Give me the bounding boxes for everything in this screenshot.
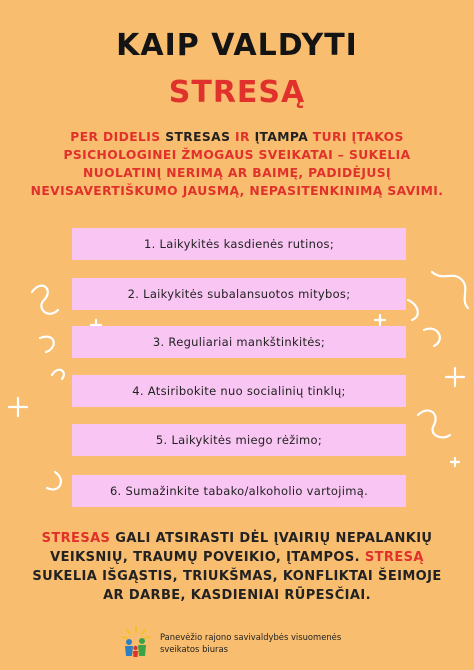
squiggle-left-1 <box>32 286 58 314</box>
organization-name <box>160 631 390 655</box>
tip-item-3: 3. Reguliariai mankštinkitės; <box>72 326 406 358</box>
organization-line-1: Panevėžio rajono savivaldybės visuomenės <box>160 632 342 642</box>
sparkle-right-3 <box>451 458 459 466</box>
tip-item-1: 1. Laikykitės kasdienės rutinos; <box>72 228 406 260</box>
intro-part-1: PER DIDELIS <box>70 130 166 144</box>
squiggle-right-1 <box>432 272 468 308</box>
outro-paragraph <box>24 529 450 605</box>
squiggle-right-2 <box>408 300 418 320</box>
sparkle-right-2 <box>375 315 385 325</box>
outro-part-3: STRESĄ <box>364 550 424 565</box>
intro-paragraph <box>24 128 450 200</box>
sparkle-left-1 <box>9 398 27 416</box>
squiggle-left-4 <box>52 370 64 379</box>
intro-part-2: STRESAS <box>165 130 231 144</box>
outro-part-1: STRESAS <box>41 531 111 546</box>
tip-item-6: 6. Sumažinkite tabako/alkoholio vartojimą. <box>72 475 406 507</box>
tip-item-5: 5. Laikykitės miego rėžimo; <box>72 424 406 456</box>
title-line-2: STRESĄ <box>168 75 306 110</box>
squiggle-right-4 <box>418 410 450 437</box>
organization-line-2: sveikatos biuras <box>160 644 228 654</box>
sparkle-right-1 <box>446 368 464 386</box>
organization-logo-icon <box>118 624 154 660</box>
intro-part-3: IR <box>230 130 255 144</box>
outro-part-2: GALI ATSIRASTI DĖL ĮVAIRIŲ NEPALANKIŲ VEIKSNIŲ, TRAUMŲ POVEIKIO, ĮTAMPOS. <box>50 531 433 565</box>
squiggle-right-3 <box>424 329 440 346</box>
tip-item-4: 4. Atsiribokite nuo socialinių tinklų; <box>72 375 406 407</box>
intro-part-5: TURI ĮTAKOS PSICHOLOGINEI ŽMOGAUS SVEIKATAI – SUKELIA NUOLATINĮ NERIMĄ AR BAIMĘ, PADIDĖJUSĮ NEVISAVERTIŠKUMO JAUSMĄ, NEPASITENKINIMĄ SAVIMI. <box>30 130 444 198</box>
squiggle-left-3 <box>47 472 61 489</box>
intro-part-4: ĮTAMPA <box>254 130 309 144</box>
squiggle-left-2 <box>40 337 54 352</box>
title-line-1: KAIP VALDYTI <box>116 28 358 63</box>
outro-part-4: SUKELIA IŠGĄSTIS, TRIUKŠMAS, KONFLIKTAI ŠEIMOJE AR DARBE, KASDIENIAI RŪPESČIAI. <box>32 569 442 603</box>
tip-item-2: 2. Laikykitės subalansuotos mitybos; <box>72 278 406 310</box>
